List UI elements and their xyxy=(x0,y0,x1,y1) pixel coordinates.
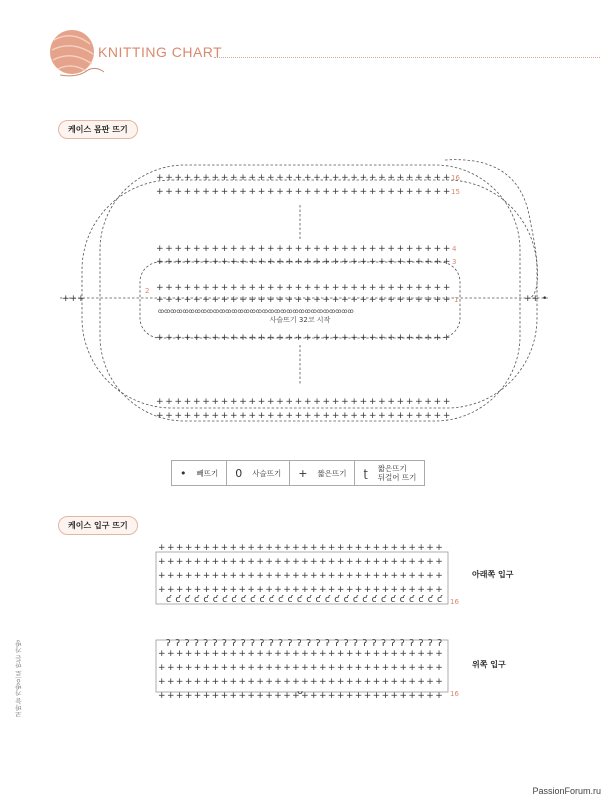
row-number-1: 1 xyxy=(454,296,459,304)
chain-row: ꝏꝏꝏꝏꝏꝏꝏꝏꝏꝏꝏꝏꝏꝏꝏꝏꝏꝏꝏꝏꝏꝏꝏꝏꝏꝏꝏꝏꝏꝏꝏꝏ xyxy=(158,308,354,315)
chart2-row-number: 16 xyxy=(450,598,459,606)
legend-item-chain: 0 사슬뜨기 xyxy=(227,461,290,485)
chart3-row-2: ++++++++++++++++++++++++++++++++ xyxy=(158,663,443,673)
section-title-body: 케이스 몸판 뜨기 xyxy=(58,120,138,139)
chart2-label: 아래쪽 입구 xyxy=(472,570,514,579)
chart3-handle-loop: ᴗ xyxy=(297,686,304,697)
stitch-row-bottom-16: ++++++++++++++++++++++++++++++++ xyxy=(156,411,451,421)
stitch-row-15: ++++++++++++++++++++++++++++++++ xyxy=(156,187,451,197)
row-number-4: 4 xyxy=(452,245,457,253)
row-number-2: 2 xyxy=(145,287,150,295)
chart3-row-1: ++++++++++++++++++++++++++++++++ xyxy=(158,649,443,659)
chart2-row-top: ++++++++++++++++++++++++++++++++ xyxy=(158,543,443,553)
start-label: 사슬뜨기 32코 시작 xyxy=(269,316,331,324)
stitch-row-bottom-1: ++++++++++++++++++++++++++++++++ xyxy=(156,333,451,343)
stitch-row-2: ++++++++++++++++++++++++++++++++ xyxy=(156,283,451,293)
watermark: PassionForum.ru xyxy=(532,786,601,796)
right-stitches: ++ • xyxy=(524,294,548,304)
chart3-row-bottom: ++++++++++++++++++++++++++++++++ xyxy=(158,691,443,701)
legend-item-back: ʈ 짧은뜨기 뒤걸어 뜨기 xyxy=(363,464,417,482)
stitch-row-1: ++++++++++++++++++++++++++++++++ xyxy=(156,295,451,305)
stitch-row-4: ++++++++++++++++++++++++++++++++ xyxy=(156,244,451,254)
chart3-row-number: 16 xyxy=(450,690,459,698)
legend-item-slip: • 빼뜨기 xyxy=(172,461,227,485)
row-number-3: 3 xyxy=(452,258,457,266)
side-running-text: 코바늘 가방으로 만든 가방 xyxy=(15,640,23,718)
stitch-row-bottom-15: ++++++++++++++++++++++++++++++++ xyxy=(156,397,451,407)
chart3-row-back: ʔʔʔʔʔʔʔʔʔʔʔʔʔʔʔʔʔʔʔʔʔʔʔʔʔʔʔʔʔʔ xyxy=(166,639,442,649)
chart2-row-1: ++++++++++++++++++++++++++++++++ xyxy=(158,557,443,567)
stitch-row-16: ++++++++++++++++++++++++++++++++ xyxy=(156,173,451,183)
chart3-label: 위쪽 입구 xyxy=(472,660,506,669)
chart3-row-3: ++++++++++++++++++++++++++++++++ xyxy=(158,677,443,687)
row-number-16: 16 xyxy=(451,174,460,182)
section-title-opening: 케이스 입구 뜨기 xyxy=(58,516,138,535)
left-stitches: +++ xyxy=(62,294,85,304)
legend-item-single: + 짧은뜨기 xyxy=(290,461,355,485)
page-title: KNITTING CHART xyxy=(98,44,223,60)
stitch-row-3: ++++++++++++++++++++++++++++++++ xyxy=(156,257,451,267)
chart2-row-back: ƈƈƈƈƈƈƈƈƈƈƈƈƈƈƈƈƈƈƈƈƈƈƈƈƈƈƈƈƈƈ xyxy=(166,595,442,605)
chart2-row-2: ++++++++++++++++++++++++++++++++ xyxy=(158,571,443,581)
chart2-row-3: ++++++++++++++++++++++++++++++++ xyxy=(158,585,443,595)
row-number-15: 15 xyxy=(451,188,460,196)
